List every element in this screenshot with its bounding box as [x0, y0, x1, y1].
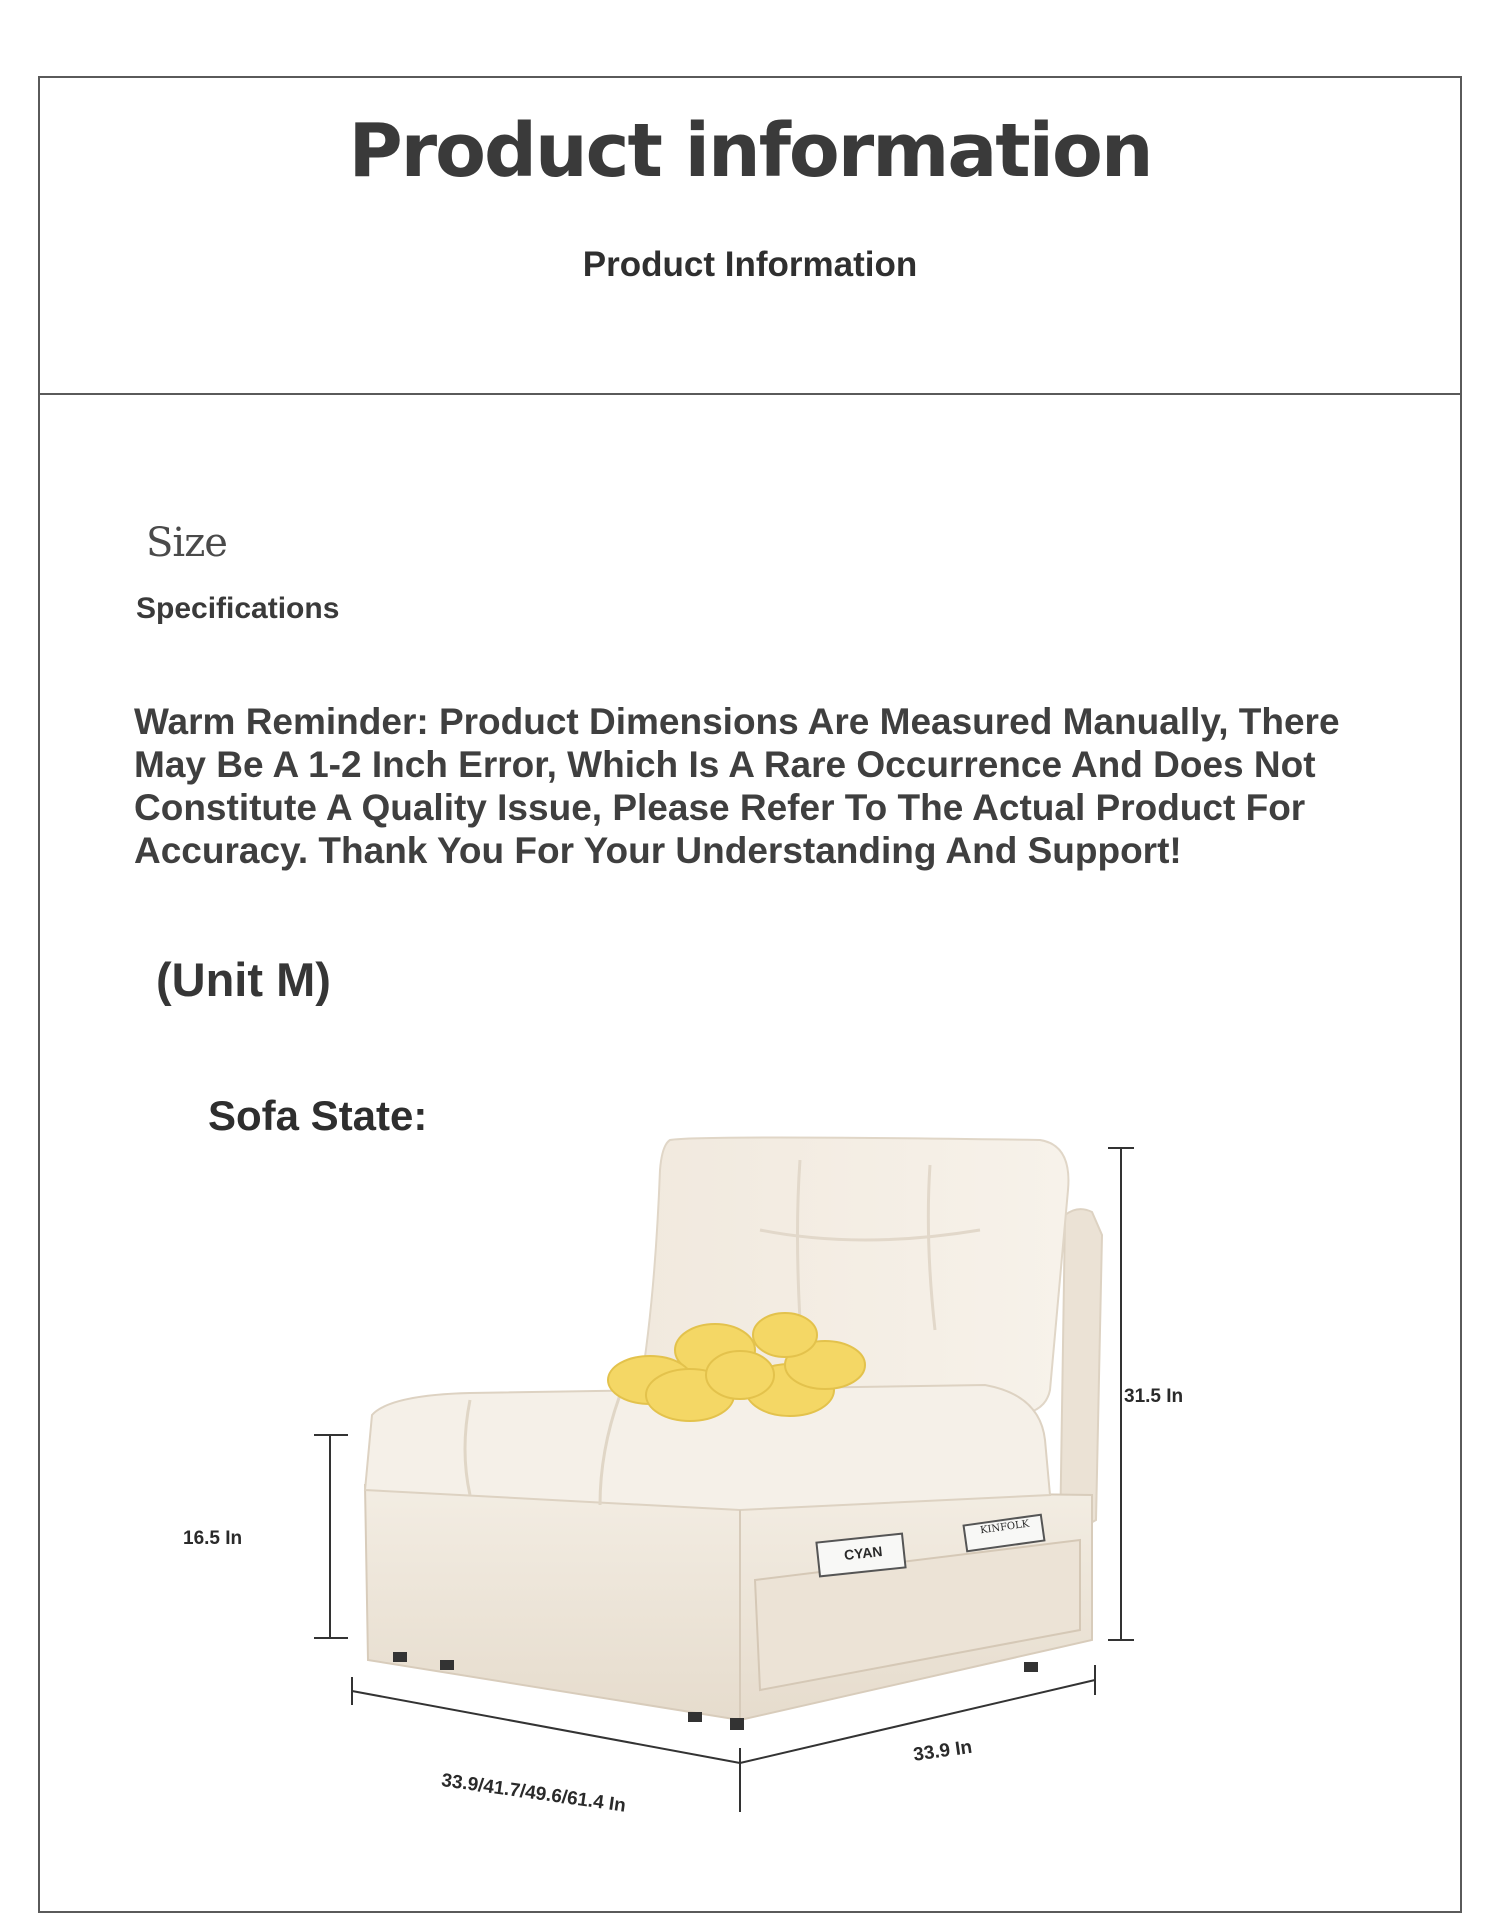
seat-height-dimension-label: 16.5 In [183, 1528, 243, 1549]
sofa-leg [393, 1652, 407, 1662]
magazine-front-title: CYAN [843, 1543, 884, 1563]
height-dimension-label: 31.5 In [1124, 1386, 1184, 1407]
warm-reminder-text: Warm Reminder: Product Dimensions Are Measured Manually, There May Be A 1-2 Inch Error, Which Is A Rare Occurrence And Does Not Constitute A Quality Issue, Please Refer To The Actual Product For Accuracy. Thank You For Your Understanding And Support! [134, 701, 1340, 871]
sofa-leg [1024, 1662, 1038, 1672]
page-subtitle: Product Information [582, 245, 918, 284]
sofa-leg [440, 1660, 454, 1670]
sofa-leg [688, 1712, 702, 1722]
sofa-state-label: Sofa State: [208, 1092, 428, 1139]
size-heading: Size [146, 520, 227, 566]
depth-dimension-label: 33.9 In [912, 1736, 974, 1766]
specifications-heading: Specifications [136, 592, 340, 625]
magazine-back-title: KINFOLK [979, 1518, 1030, 1537]
sofa-leg [730, 1718, 744, 1730]
sofa-back-side [1060, 1209, 1102, 1540]
page-title: Product information [348, 108, 1152, 194]
unit-label: (Unit M) [156, 953, 331, 1006]
width-dimension-label: 33.9/41.7/49.6/61.4 In [440, 1770, 628, 1817]
